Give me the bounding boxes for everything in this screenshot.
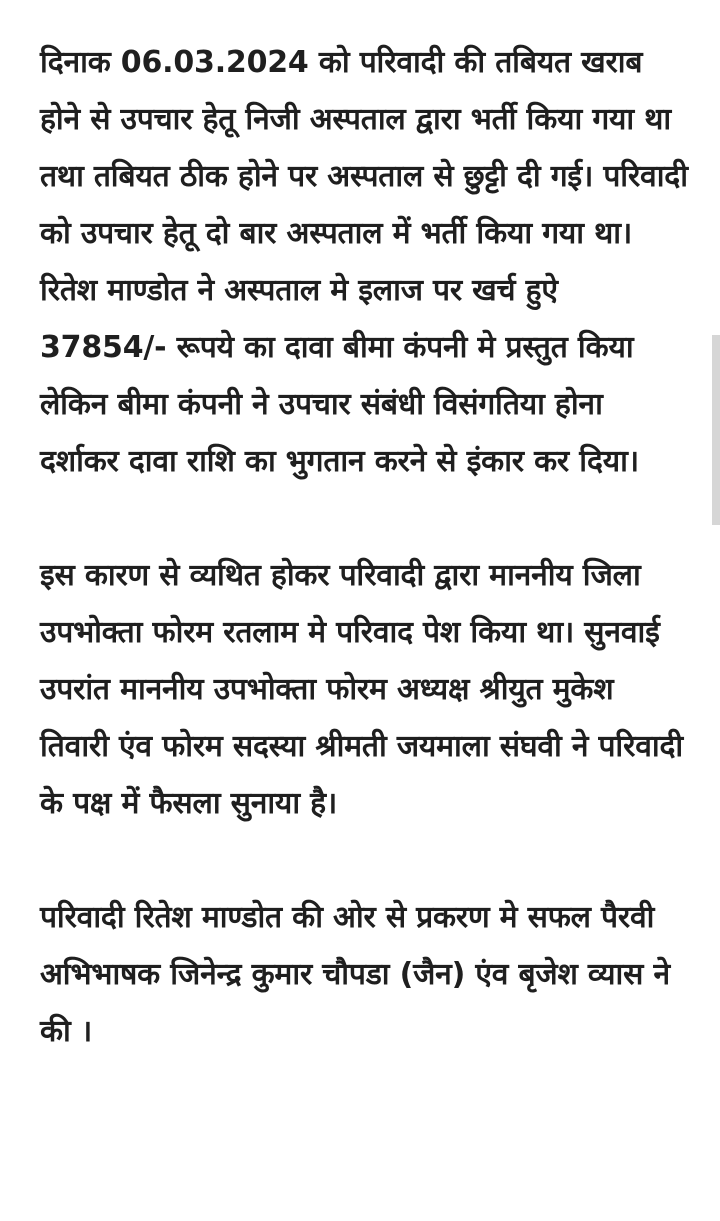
paragraph-advocates: परिवादी रितेश माण्डोत की ओर से प्रकरण मे सफल पैरवी अभिभाषक जिनेन्द्र कुमार चौपडा (जैन) एंव बृजेश व्यास ने की ।: [40, 900, 670, 1049]
paragraph-consumer-forum-decision: इस कारण से व्यथित होकर परिवादी द्वारा माननीय जिला उपभोक्ता फोरम रतलाम मे परिवाद पेश किया था। सुनवाई उपरांत माननीय उपभोक्ता फोरम अध्यक्ष श्रीयुत मुकेश तिवारी एंव फोरम सदस्या श्रीमती जयमाला संघवी ने परिवादी के पक्ष में फैसला सुनाया है।: [40, 558, 683, 821]
paragraph-hospitalization-claim: दिनाक 06.03.2024 को परिवादी की तबियत खराब होने से उपचार हेतू निजी अस्पताल द्वारा भर्ती किया गया था तथा तबियत ठीक होने पर अस्पताल से छुट्टी दी गई। परिवादी को उपचार हेतू दो बार अस्पताल में भर्ती किया गया था। रितेश माण्डोत ने अस्पताल मे इलाज पर खर्च हुऐ 37854/- रूपये का दावा बीमा कंपनी मे प्रस्तुत किया लेकिन बीमा कंपनी ने उपचार संबंधी विसंगतिया होना दर्शाकर दावा राशि का भुगतान करने से इंकार कर दिया।: [40, 45, 688, 479]
vertical-scrollbar-thumb[interactable]: [712, 335, 720, 525]
article-body: [40, 34, 688, 1060]
